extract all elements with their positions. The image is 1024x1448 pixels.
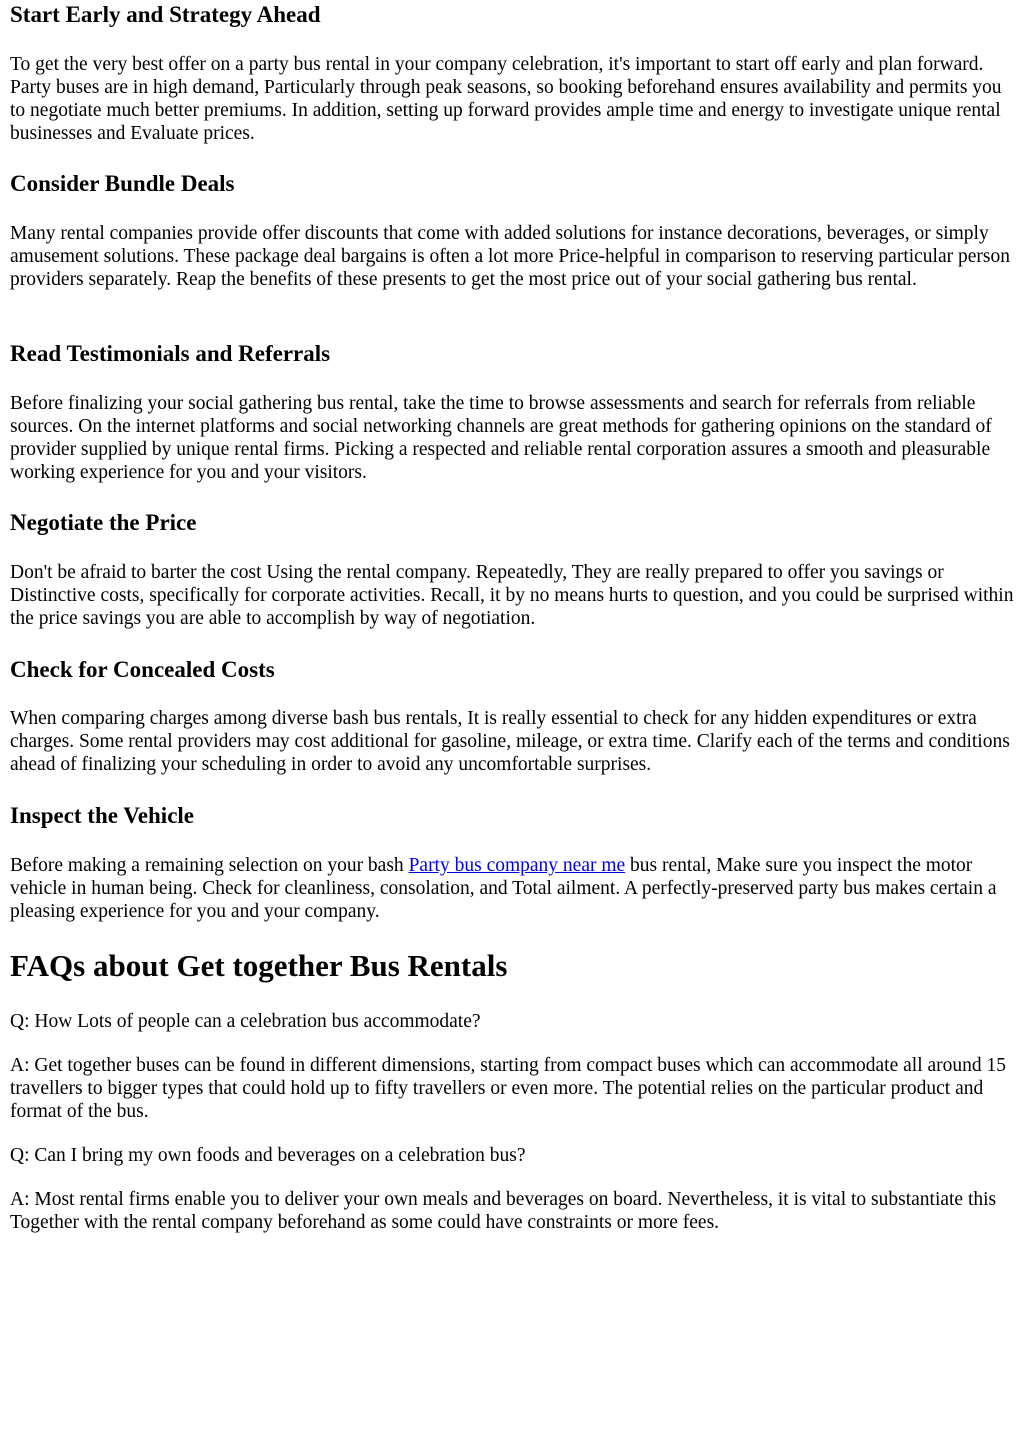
inspect-body-after-link: bus rental, Make sure you inspect the motor vehicle in human being. Check for cleanliness, consolation, and Total ailment. A perfectly-preserved party bus makes certain a pleasing experience for you and your company. — [10, 855, 997, 922]
section-body-bundle-deals: Many rental companies provide offer discounts that come with added solutions for instance decorations, beverages, or simply amusement solutions. These package deal bargains is often a lot more Price-helpful in comparison to reserving particular person providers separately. Reap the benefits of these presents to get the most price out of your social gathering bus rental. — [10, 223, 1010, 290]
section-body-inspect-vehicle — [10, 854, 1014, 923]
section-heading-inspect-vehicle: Inspect the Vehicle — [10, 803, 194, 828]
section-body-start-early: To get the very best offer on a party bus rental in your company celebration, it's important to start off early and plan forward. Party buses are in high demand, Particularly through peak seasons, so booking beforehand ensures availability and permits you to negotiate much better premiums. In addition, setting up forward provides ample time and energy to investigate unique rental businesses and Evaluate prices. — [10, 54, 1002, 144]
section-body-testimonials: Before finalizing your social gathering bus rental, take the time to browse assessments and search for referrals from reliable sources. On the internet platforms and social networking channels are great methods for gathering opinions on the standard of provider supplied by unique rental firms. Picking a respected and reliable rental corporation assures a smooth and pleasurable working experience for you and your visitors. — [10, 393, 992, 483]
faq-heading: FAQs about Get together Bus Rentals — [10, 948, 508, 983]
section-heading-testimonials: Read Testimonials and Referrals — [10, 341, 331, 366]
faq-question-food: Q: Can I bring my own foods and beverages on a celebration bus? — [10, 1145, 526, 1166]
faq-answer-capacity: A: Get together buses can be found in different dimensions, starting from compact buses which can accommodate all around 15 travellers to bigger types that could hold up to fifty travellers or even more. The potential relies on the particular product and format of the bus. — [10, 1055, 1007, 1122]
faq-question-capacity: Q: How Lots of people can a celebration bus accommodate? — [10, 1011, 481, 1032]
section-body-negotiate: Don't be afraid to barter the cost Using the rental company. Repeatedly, They are really prepared to offer you savings or Distinctive costs, specifically for corporate activities. Recall, it by no means hurts to question, and you could be surprised within the price savings you are able to accomplish by way of negotiation. — [10, 562, 1014, 629]
inspect-body-before-link: Before making a remaining selection on your bash — [10, 855, 409, 876]
faq-answer-food: A: Most rental firms enable you to deliver your own meals and beverages on board. Nevertheless, it is vital to substantiate this Together with the rental company beforehand as some could have constraints or more fees. — [10, 1189, 997, 1233]
section-heading-negotiate: Negotiate the Price — [10, 510, 197, 535]
party-bus-company-link[interactable]: Party bus company near me — [408, 855, 626, 876]
section-heading-bundle-deals: Consider Bundle Deals — [10, 171, 235, 196]
section-heading-hidden-costs: Check for Concealed Costs — [10, 657, 275, 682]
section-heading-start-early: Start Early and Strategy Ahead — [10, 2, 321, 27]
section-body-hidden-costs: When comparing charges among diverse bash bus rentals, It is really essential to check for any hidden expenditures or extra charges. Some rental providers may cost additional for gasoline, mileage, or extra time. Clarify each of the terms and conditions ahead of finalizing your scheduling in order to avoid any uncomfortable surprises. — [10, 708, 1010, 775]
